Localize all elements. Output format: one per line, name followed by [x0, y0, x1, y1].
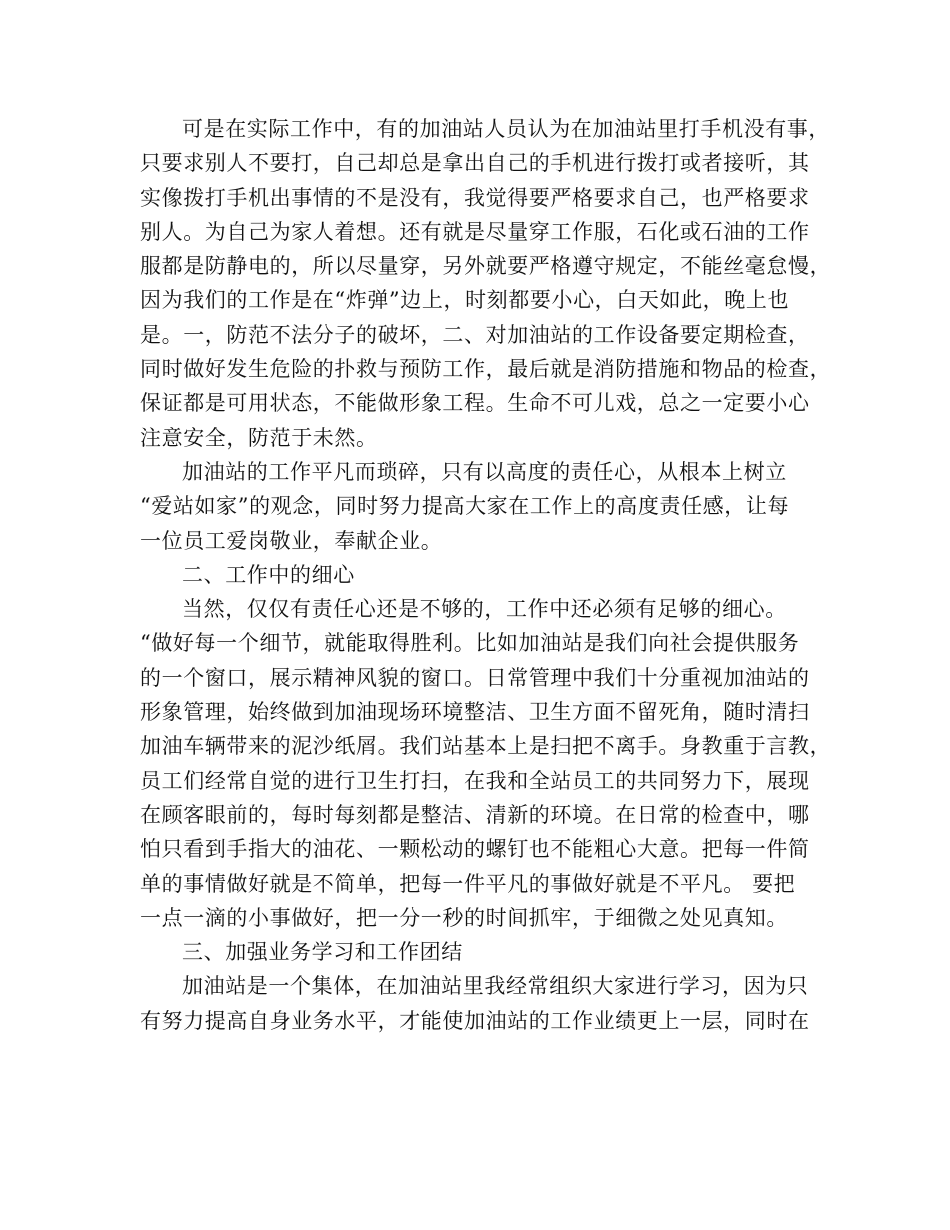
text-line: 形象管理，始终做到加油现场环境整洁、卫生方面不留死角，随时清扫	[140, 700, 810, 725]
paragraph-first-line: 加油站的工作平凡而琐碎，只有以高度的责任心，从根本上树立	[182, 459, 787, 484]
text-line: 怕只看到手指大的油花、一颗松动的螺钉也不能粗心大意。把每一件简	[140, 837, 810, 862]
text-line: 员工们经常自觉的进行卫生打扫，在我和全站员工的共同努力下，展现	[140, 768, 810, 793]
paragraph-first-line: 二、工作中的细心	[182, 562, 355, 587]
paragraph-first-line: 当然，仅仅有责任心还是不够的，工作中还必须有足够的细心。	[182, 597, 787, 622]
text-line: “做好每一个细节，就能取得胜利。比如加油站是我们向社会提供服务	[140, 631, 800, 656]
text-line: “爱站如家”的观念，同时努力提高大家在工作上的高度责任感，让每	[140, 494, 790, 519]
text-line: 实像拨打手机出事情的不是没有，我觉得要严格要求自己，也严格要求	[140, 185, 810, 210]
text-line: 一位员工爱岗敬业，奉献企业。	[140, 528, 443, 553]
text-line: 是。一，防范不法分子的破坏，二、对加油站的工作设备要定期检查，	[140, 322, 810, 347]
text-line: 有努力提高自身业务水平，才能使加油站的工作业绩更上一层，同时在	[140, 1008, 810, 1033]
text-line: 在顾客眼前的，每时每刻都是整洁、清新的环境。在日常的检查中，哪	[140, 802, 810, 827]
text-line: 单的事情做好就是不简单，把每一件平凡的事做好就是不平凡。 要把	[140, 871, 796, 896]
paragraph-first-line: 可是在实际工作中，有的加油站人员认为在加油站里打手机没有事，	[182, 117, 830, 141]
text-line: 一点一滴的小事做好，把一分一秒的时间抓牢，于细微之处见真知。	[140, 905, 788, 930]
text-line: 别人。为自己为家人着想。还有就是尽量穿工作服，石化或石油的工作	[140, 219, 810, 244]
text-line: 只要求别人不要打，自己却总是拿出自己的手机进行拨打或者接听，其	[140, 151, 810, 176]
text-line: 保证都是可用状态，不能做形象工程。生命不可儿戏，总之一定要小心	[140, 391, 810, 416]
text-line: 注意安全，防范于未然。	[140, 425, 378, 450]
text-line: 因为我们的工作是在“炸弹”边上，时刻都要小心，白天如此，晚上也	[140, 288, 790, 313]
text-line: 加油车辆带来的泥沙纸屑。我们站基本上是扫把不离手。身教重于言教，	[140, 734, 832, 759]
paragraph-first-line: 加油站是一个集体，在加油站里我经常组织大家进行学习，因为只	[182, 974, 809, 999]
text-line: 服都是防静电的，所以尽量穿，另外就要严格遵守规定，不能丝毫怠慢，	[140, 254, 832, 279]
paragraph-first-line: 三、加强业务学习和工作团结	[182, 940, 463, 965]
text-line: 的一个窗口，展示精神风貌的窗口。日常管理中我们十分重视加油站的	[140, 665, 810, 690]
text-line: 同时做好发生危险的扑救与预防工作，最后就是消防措施和物品的检查，	[140, 357, 832, 382]
document-body	[140, 112, 832, 1038]
